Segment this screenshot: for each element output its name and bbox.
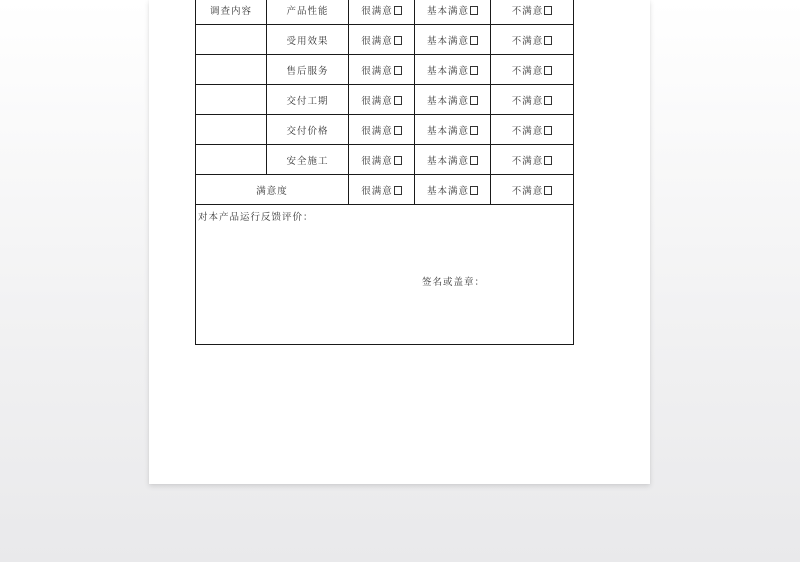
option-not-satisfied[interactable]: 不满意 [491,85,574,115]
table-row [196,85,574,115]
option-very-satisfied[interactable]: 很满意 [349,55,415,85]
checkbox-icon[interactable] [470,36,478,45]
checkbox-icon[interactable] [394,36,402,45]
option-not-satisfied[interactable]: 不满意 [491,175,574,205]
option-basically-satisfied[interactable]: 基本满意 [415,175,491,205]
checkbox-icon[interactable] [470,126,478,135]
checkbox-icon[interactable] [470,96,478,105]
item-cell: 售后服务 [267,55,349,85]
document-page [149,0,650,484]
checkbox-icon[interactable] [544,66,552,75]
option-very-satisfied[interactable]: 很满意 [349,145,415,175]
item-cell: 交付价格 [267,115,349,145]
empty-cell [196,115,267,145]
option-not-satisfied[interactable]: 不满意 [491,115,574,145]
option-basically-satisfied[interactable]: 基本满意 [415,115,491,145]
checkbox-icon[interactable] [544,6,552,15]
category-cell: 调查内容 [196,0,267,25]
checkbox-icon[interactable] [394,186,402,195]
checkbox-icon[interactable] [544,96,552,105]
option-not-satisfied[interactable]: 不满意 [491,55,574,85]
table-row [196,115,574,145]
satisfaction-label-cell: 满意度 [196,175,349,205]
checkbox-icon[interactable] [394,6,402,15]
checkbox-icon[interactable] [394,66,402,75]
option-very-satisfied[interactable]: 很满意 [349,85,415,115]
checkbox-icon[interactable] [544,126,552,135]
item-cell: 受用效果 [267,25,349,55]
checkbox-icon[interactable] [394,156,402,165]
empty-cell [196,145,267,175]
feedback-row [196,205,574,345]
option-very-satisfied[interactable]: 很满意 [349,115,415,145]
item-cell: 安全施工 [267,145,349,175]
feedback-area[interactable] [196,205,574,345]
checkbox-icon[interactable] [544,186,552,195]
option-very-satisfied[interactable]: 很满意 [349,25,415,55]
option-basically-satisfied[interactable]: 基本满意 [415,85,491,115]
option-not-satisfied[interactable]: 不满意 [491,145,574,175]
option-basically-satisfied[interactable]: 基本满意 [415,55,491,85]
empty-cell [196,85,267,115]
table-row [196,25,574,55]
checkbox-icon[interactable] [394,126,402,135]
checkbox-icon[interactable] [394,96,402,105]
option-very-satisfied[interactable]: 很满意 [349,0,415,25]
option-not-satisfied[interactable]: 不满意 [491,0,574,25]
checkbox-icon[interactable] [470,186,478,195]
empty-cell [196,25,267,55]
option-not-satisfied[interactable]: 不满意 [491,25,574,55]
table-row [196,55,574,85]
table-row [196,0,574,25]
checkbox-icon[interactable] [470,66,478,75]
checkbox-icon[interactable] [470,6,478,15]
option-basically-satisfied[interactable]: 基本满意 [415,25,491,55]
option-basically-satisfied[interactable]: 基本满意 [415,0,491,25]
item-cell: 交付工期 [267,85,349,115]
checkbox-icon[interactable] [544,36,552,45]
satisfaction-row [196,175,574,205]
option-very-satisfied[interactable]: 很满意 [349,175,415,205]
option-basically-satisfied[interactable]: 基本满意 [415,145,491,175]
feedback-label: 对本产品运行反馈评价： [198,212,314,223]
item-cell: 产品性能 [267,0,349,25]
checkbox-icon[interactable] [470,156,478,165]
empty-cell [196,55,267,85]
survey-table [195,0,574,345]
signature-label: 签名或盖章： [422,277,486,288]
table-row [196,145,574,175]
checkbox-icon[interactable] [544,156,552,165]
